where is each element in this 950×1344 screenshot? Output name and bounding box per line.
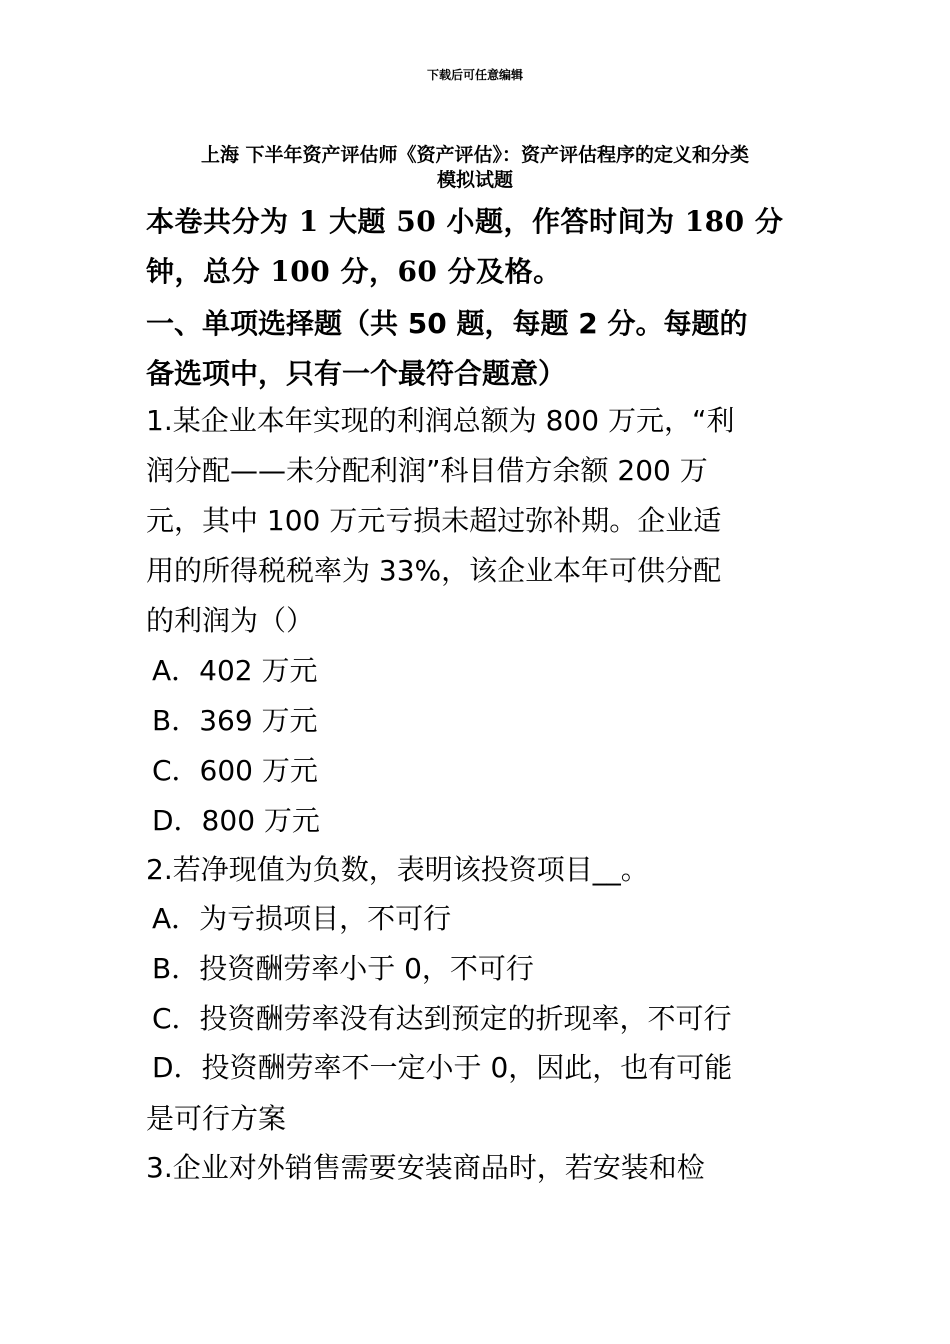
title-line-1: 上海 下半年资产评估师《资产评估》：资产评估程序的定义和分类 — [200, 144, 750, 166]
question-2-option-a: A．为亏损项目，不可行 — [152, 902, 452, 935]
title-line-2: 模拟试题 — [436, 169, 513, 191]
question-2-option-d: D．投资酬劳率不一定小于 0，因此，也有可能 — [152, 1051, 733, 1084]
question-3-line-1: 3.企业对外销售需要安装商品时，若安装和检 — [146, 1151, 705, 1184]
question-1-line-3: 元，其中 100 万元亏损未超过弥补期。企业适 — [146, 504, 722, 537]
header-note: 下载后可任意编辑 — [426, 68, 523, 82]
section-heading-line-2: 备选项中，只有一个最符合题意） — [146, 357, 567, 390]
intro-line-2: 钟，总分 100 分，60 分及格。 — [146, 255, 562, 288]
question-1-line-2: 润分配——未分配利润”科目借方余额 200 万 — [146, 454, 708, 487]
intro-line-1: 本卷共分为 1 大题 50 小题，作答时间为 180 分 — [146, 205, 784, 238]
question-1-line-4: 用的所得税税率为 33%，该企业本年可供分配 — [146, 554, 722, 587]
question-2-option-d-continued: 是可行方案 — [146, 1102, 287, 1135]
question-1-option-a: A．402 万元 — [152, 654, 318, 687]
question-2-line-1: 2.若净现值为负数，表明该投资项目__。 — [146, 853, 649, 886]
question-2-option-b: B．投资酬劳率小于 0，不可行 — [152, 952, 534, 985]
question-1-option-d: D．800 万元 — [152, 804, 320, 837]
section-heading-line-1: 一、单项选择题（共 50 题，每题 2 分。每题的 — [146, 307, 748, 340]
question-1-line-1: 1.某企业本年实现的利润总额为 800 万元，“利 — [146, 404, 735, 437]
question-1-line-5: 的利润为（） — [146, 604, 315, 637]
question-1-option-b: B．369 万元 — [152, 704, 318, 737]
document-title — [130, 143, 820, 193]
question-1-option-c: C．600 万元 — [152, 754, 318, 787]
question-2-option-c: C．投资酬劳率没有达到预定的折现率，不可行 — [152, 1002, 732, 1035]
